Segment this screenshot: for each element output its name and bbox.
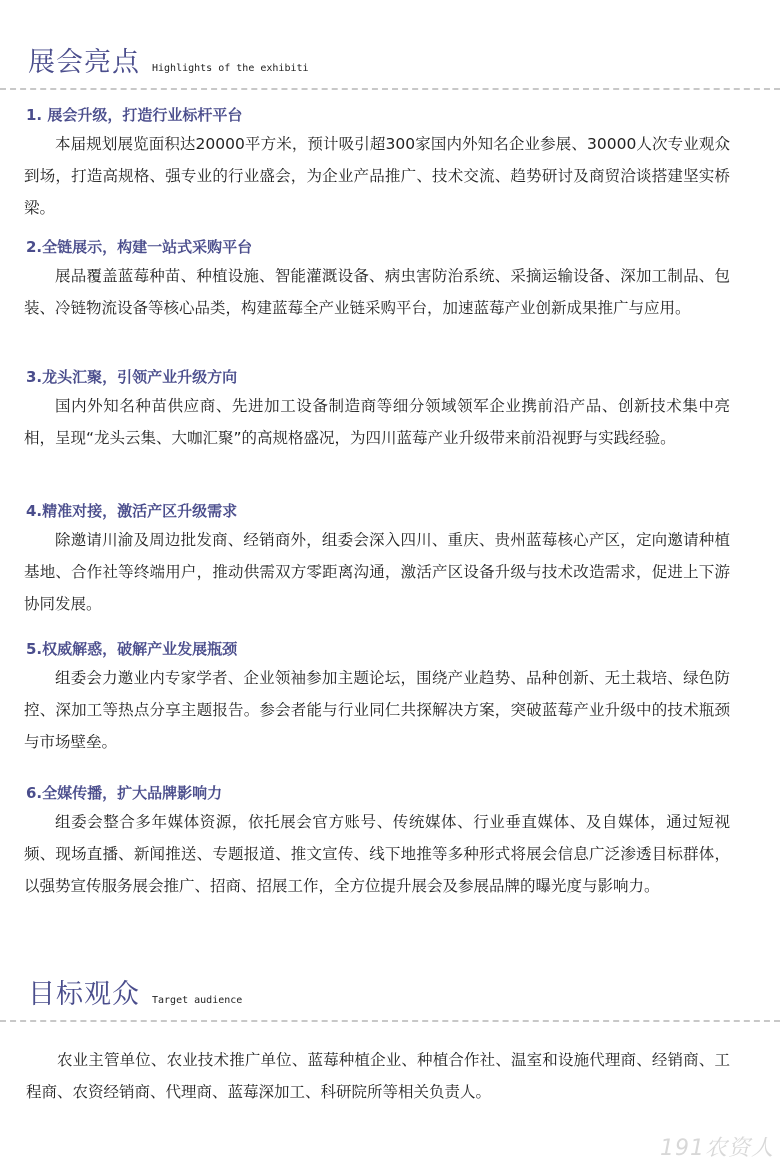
highlight-item-3 <box>24 366 730 454</box>
highlight-item-2 <box>24 236 730 324</box>
highlight-item-title: 5.权威解惑，破解产业发展瓶颈 <box>26 640 238 658</box>
highlight-item-body: 本届规划展览面积达20000平方米，预计吸引超300家国内外知名企业参展、30000人次专业观众到场，打造高规格、强专业的行业盛会，为企业产品推广、技术交流、趋势研讨及商贸洽谈搭建坚实桥梁。 <box>24 135 730 217</box>
highlight-item-title: 3.龙头汇聚，引领产业升级方向 <box>26 368 238 386</box>
highlight-item-title: 1. 展会升级，打造行业标杆平台 <box>26 106 243 124</box>
audience-divider <box>0 1020 780 1022</box>
highlight-item-1 <box>24 104 730 224</box>
audience-subtitle: Target audience <box>152 995 243 1006</box>
audience-body: 农业主管单位、农业技术推广单位、蓝莓种植企业、种植合作社、温室和设施代理商、经销商、工程商、农资经销商、代理商、蓝莓深加工、科研院所等相关负责人。 <box>26 1051 730 1101</box>
highlights-divider <box>0 88 780 90</box>
highlight-item-title: 4.精准对接，激活产区升级需求 <box>26 502 238 520</box>
highlight-item-5 <box>24 638 730 758</box>
highlight-item-body: 国内外知名种苗供应商、先进加工设备制造商等细分领域领军企业携前沿产品、创新技术集中亮相，呈现“龙头云集、大咖汇聚”的高规格盛况，为四川蓝莓产业升级带来前沿视野与实践经验。 <box>24 397 730 447</box>
highlight-item-6 <box>24 782 730 902</box>
highlight-item-4 <box>24 500 730 620</box>
watermark-logo: 191农资人 <box>660 1136 774 1161</box>
highlights-header <box>28 40 309 79</box>
highlights-subtitle: Highlights of the exhibiti <box>152 63 309 74</box>
highlights-title: 展会亮点 <box>28 47 140 78</box>
highlight-item-title: 6.全媒传播，扩大品牌影响力 <box>26 784 223 802</box>
highlight-item-body: 除邀请川渝及周边批发商、经销商外，组委会深入四川、重庆、贵州蓝莓核心产区，定向邀请种植基地、合作社等终端用户，推动供需双方零距离沟通，激活产区设备升级与技术改造需求，促进上下游协同发展。 <box>24 531 730 613</box>
highlight-item-title: 2.全链展示，构建一站式采购平台 <box>26 238 253 256</box>
audience-title: 目标观众 <box>28 979 140 1010</box>
audience-header <box>28 972 242 1011</box>
highlight-item-body: 组委会整合多年媒体资源，依托展会官方账号、传统媒体、行业垂直媒体、及自媒体，通过短视频、现场直播、新闻推送、专题报道、推文宣传、线下地推等多种形式将展会信息广泛渗透目标群体，以强势宣传服务展会推广、招商、招展工作，全方位提升展会及参展品牌的曝光度与影响力。 <box>24 813 730 895</box>
highlight-item-body: 组委会力邀业内专家学者、企业领袖参加主题论坛，围绕产业趋势、品种创新、无土栽培、绿色防控、深加工等热点分享主题报告。参会者能与行业同仁共探解决方案，突破蓝莓产业升级中的技术瓶颈与市场壁垒。 <box>24 669 730 751</box>
highlight-item-body: 展品覆盖蓝莓种苗、种植设施、智能灌溉设备、病虫害防治系统、采摘运输设备、深加工制品、包装、冷链物流设备等核心品类，构建蓝莓全产业链采购平台，加速蓝莓产业创新成果推广与应用。 <box>24 267 730 317</box>
